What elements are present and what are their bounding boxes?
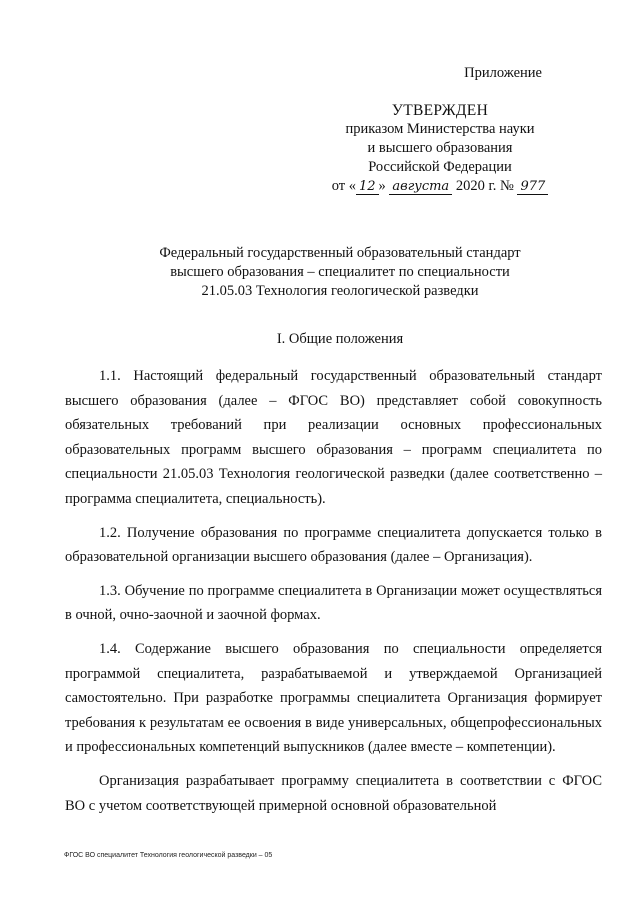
handwritten-month: августа	[389, 179, 452, 195]
approved-label: УТВЕРЖДЕН	[391, 102, 489, 119]
standard-title-line-3: 21.05.03 Технология геологической разведки	[201, 283, 479, 299]
paragraph-1-1: 1.1. Настоящий федеральный государственный образовательный стандарт высшего образования (далее – ФГОС ВО) представляет собой совокупность обязательных требований при реализации основных профессиональных образовательных программ высшего образования – программ специалитета по специальности 21.05.03 Технология геологической разведки (далее соответственно – программа специалитета, специальность).	[65, 368, 602, 507]
approval-block	[300, 64, 580, 196]
approval-line-2: и высшего образования	[367, 140, 513, 156]
approval-line-1: приказом Министерства науки	[345, 121, 535, 137]
appendix-label: Приложение	[464, 65, 542, 81]
date-mid: »	[378, 178, 386, 194]
paragraph-organization: Организация разрабатывает программу специалитета в соответствии с ФГОС ВО с учетом соответствующей примерной основной образовательной	[65, 772, 602, 814]
handwritten-day: 12	[356, 179, 379, 195]
standard-title-line-1: Федеральный государственный образовательный стандарт	[159, 245, 521, 261]
date-prefix: от «	[331, 178, 356, 194]
approval-line-3: Российской Федерации	[368, 159, 512, 175]
order-date-line	[300, 177, 580, 196]
paragraph-1-4: 1.4. Содержание высшего образования по специальности определяется программой специалитета, разрабатываемой и утверждаемой Организацией самостоятельно. При разработке программы специалитета Организация формирует требования к результатам ее освоения в виде универсальных, общепрофессиональных и профессиональных компетенций выпускников (далее вместе – компетенции).	[65, 640, 602, 756]
paragraph-1-2: 1.2. Получение образования по программе специалитета допускается только в образовательной организации высшего образования (далее – Организация).	[65, 524, 602, 566]
standard-title	[70, 244, 610, 301]
page-footer: ФГОС ВО специалитет Технология геологической разведки – 05	[64, 852, 273, 859]
body-text	[65, 364, 602, 827]
paragraph-1-3: 1.3. Обучение по программе специалитета в Организации может осуществляться в очной, очно-заочной и заочной формах.	[65, 582, 602, 624]
standard-title-line-2: высшего образования – специалитет по специальности	[170, 264, 510, 280]
date-year: 2020 г. №	[455, 178, 514, 194]
section-heading: I. Общие положения	[276, 331, 404, 347]
handwritten-order-number: 977	[517, 179, 548, 195]
